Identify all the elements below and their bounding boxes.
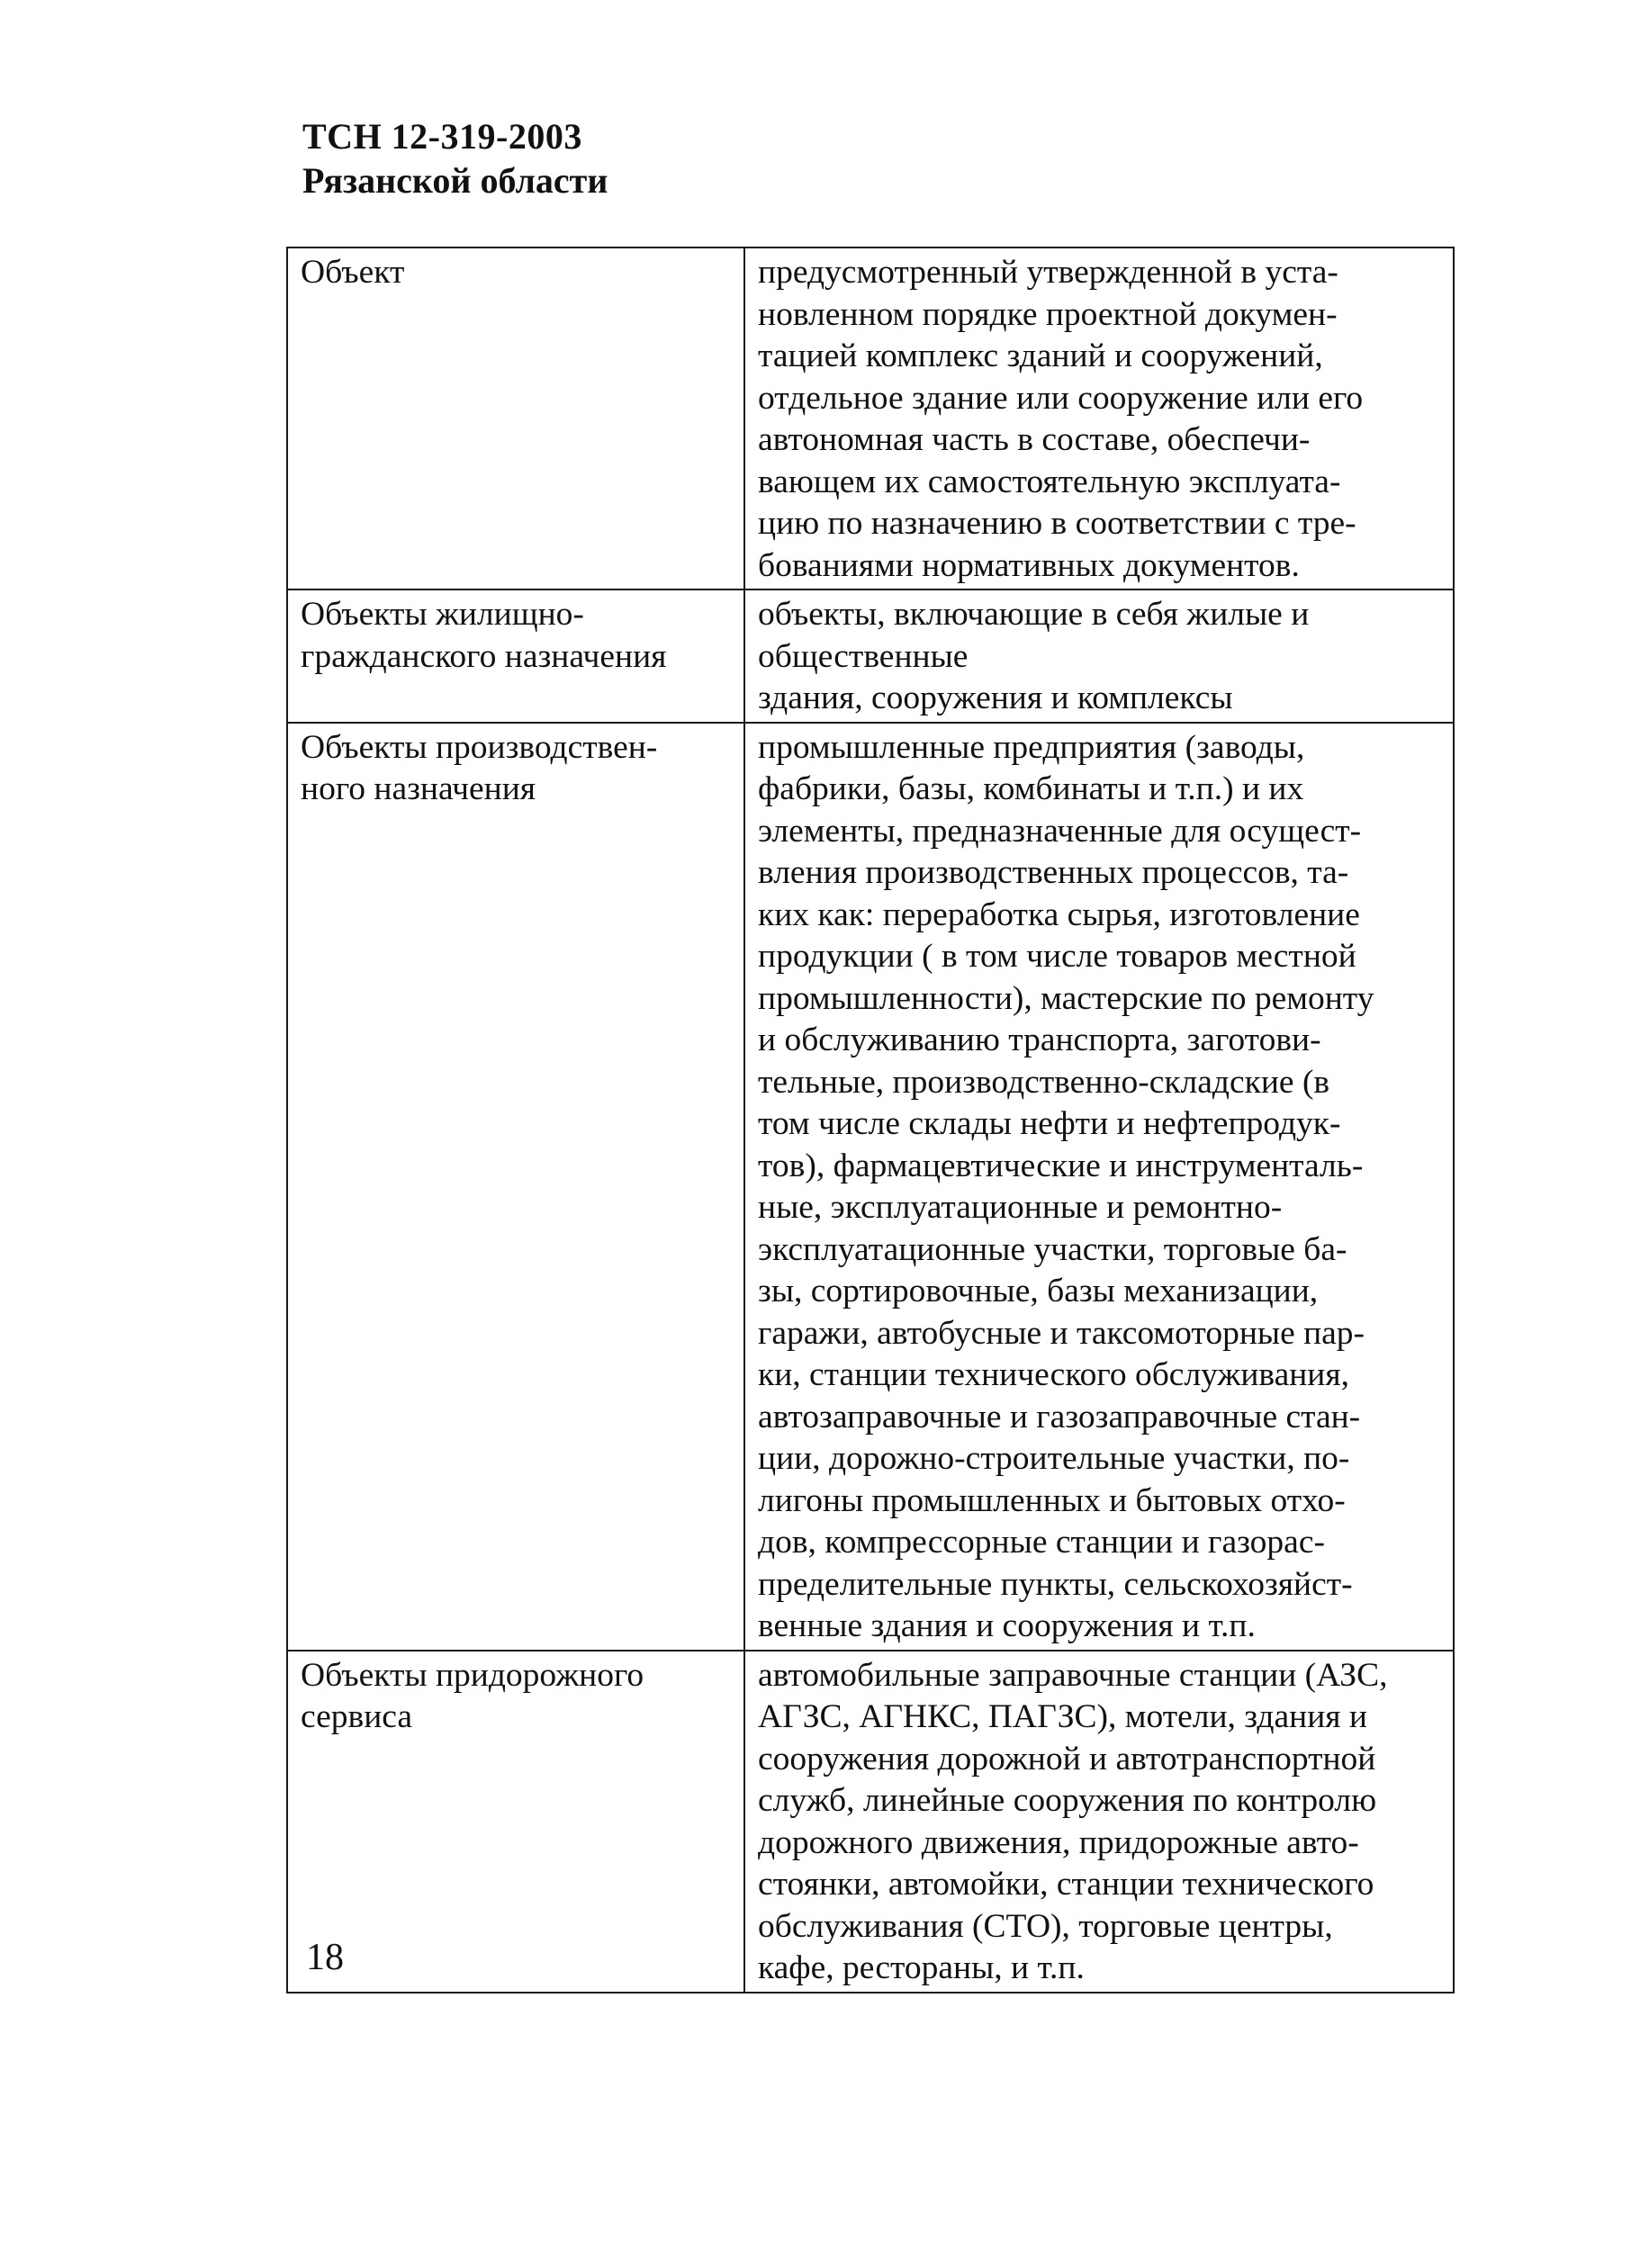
table-row xyxy=(287,723,1454,1651)
table-row xyxy=(287,248,1454,590)
term-text: Объекты жилищно- гражданского назначения xyxy=(301,596,667,675)
definition-cell xyxy=(744,590,1454,723)
table-row xyxy=(287,590,1454,723)
definition-text: объекты, включающие в себя жилые и общественные здания, сооружения и комплексы xyxy=(758,596,1310,716)
document-code: ТСН 12-319-2003 xyxy=(302,116,582,157)
term-cell xyxy=(287,248,744,590)
term-text: Объект xyxy=(301,254,405,291)
terms-table xyxy=(286,247,1455,1994)
table-row xyxy=(287,1651,1454,1993)
term-cell xyxy=(287,590,744,723)
page-header xyxy=(302,115,608,203)
definition-cell xyxy=(744,248,1454,590)
region-name: Рязанской области xyxy=(302,160,608,201)
term-text: Объекты производствен- ного назначения xyxy=(301,728,658,807)
definition-cell xyxy=(744,1651,1454,1993)
definition-text: промышленные предприятия (заводы, фабрики, базы, комбинаты и т.п.) и их элементы, предназначенные для осущест- вления производственных процессов, та- ких как: переработка сырья, изготовление продукции ( в том числе товаров местной промышленности), мастерские по ремонту и обслуживанию транспорта, заготови- тельные, производственно-складские (в том числе склады нефти и нефтепродук- тов), фармацевтические и инструменталь- ные, эксплуатационные и ремонтно- эксплуатационные участки, торговые ба- зы, сортировочные, базы механизации, гаражи, автобусные и таксомоторные пар- ки, станции технического обслуживания, автозаправочные и газозаправочные стан- ции, дорожно-строительные участки, по- лигоны промышленных и бытовых отхо- дов, компрессорные станции и газорас- пределительные пункты, сельскохозяйст- венные здания и сооружения и т.п. xyxy=(758,728,1374,1644)
page-number: 18 xyxy=(306,1937,344,1978)
term-cell xyxy=(287,1651,744,1993)
definition-text: автомобильные заправочные станции (АЗС, АГЗС, АГНКС, ПАГЗС), мотели, здания и сооружения дорожной и автотранспортной служб, линейные сооружения по контролю дорожного движения, придорожные авто- стоянки, автомойки, станции технического обслуживания (СТО), торговые центры, кафе, рестораны, и т.п. xyxy=(758,1656,1388,1986)
definition-cell xyxy=(744,723,1454,1651)
term-cell xyxy=(287,723,744,1651)
term-text: Объекты придорожного сервиса xyxy=(301,1656,644,1735)
definition-text: предусмотренный утвержденной в уста- новленном порядке проектной докумен- тацией комплекс зданий и сооружений, отдельное здание или сооружение или его автономная часть в составе, обеспечи- вающем их самостоятельную эксплуата- цию по назначению в соответствии с тре- бованиями нормативных документов. xyxy=(758,254,1364,584)
